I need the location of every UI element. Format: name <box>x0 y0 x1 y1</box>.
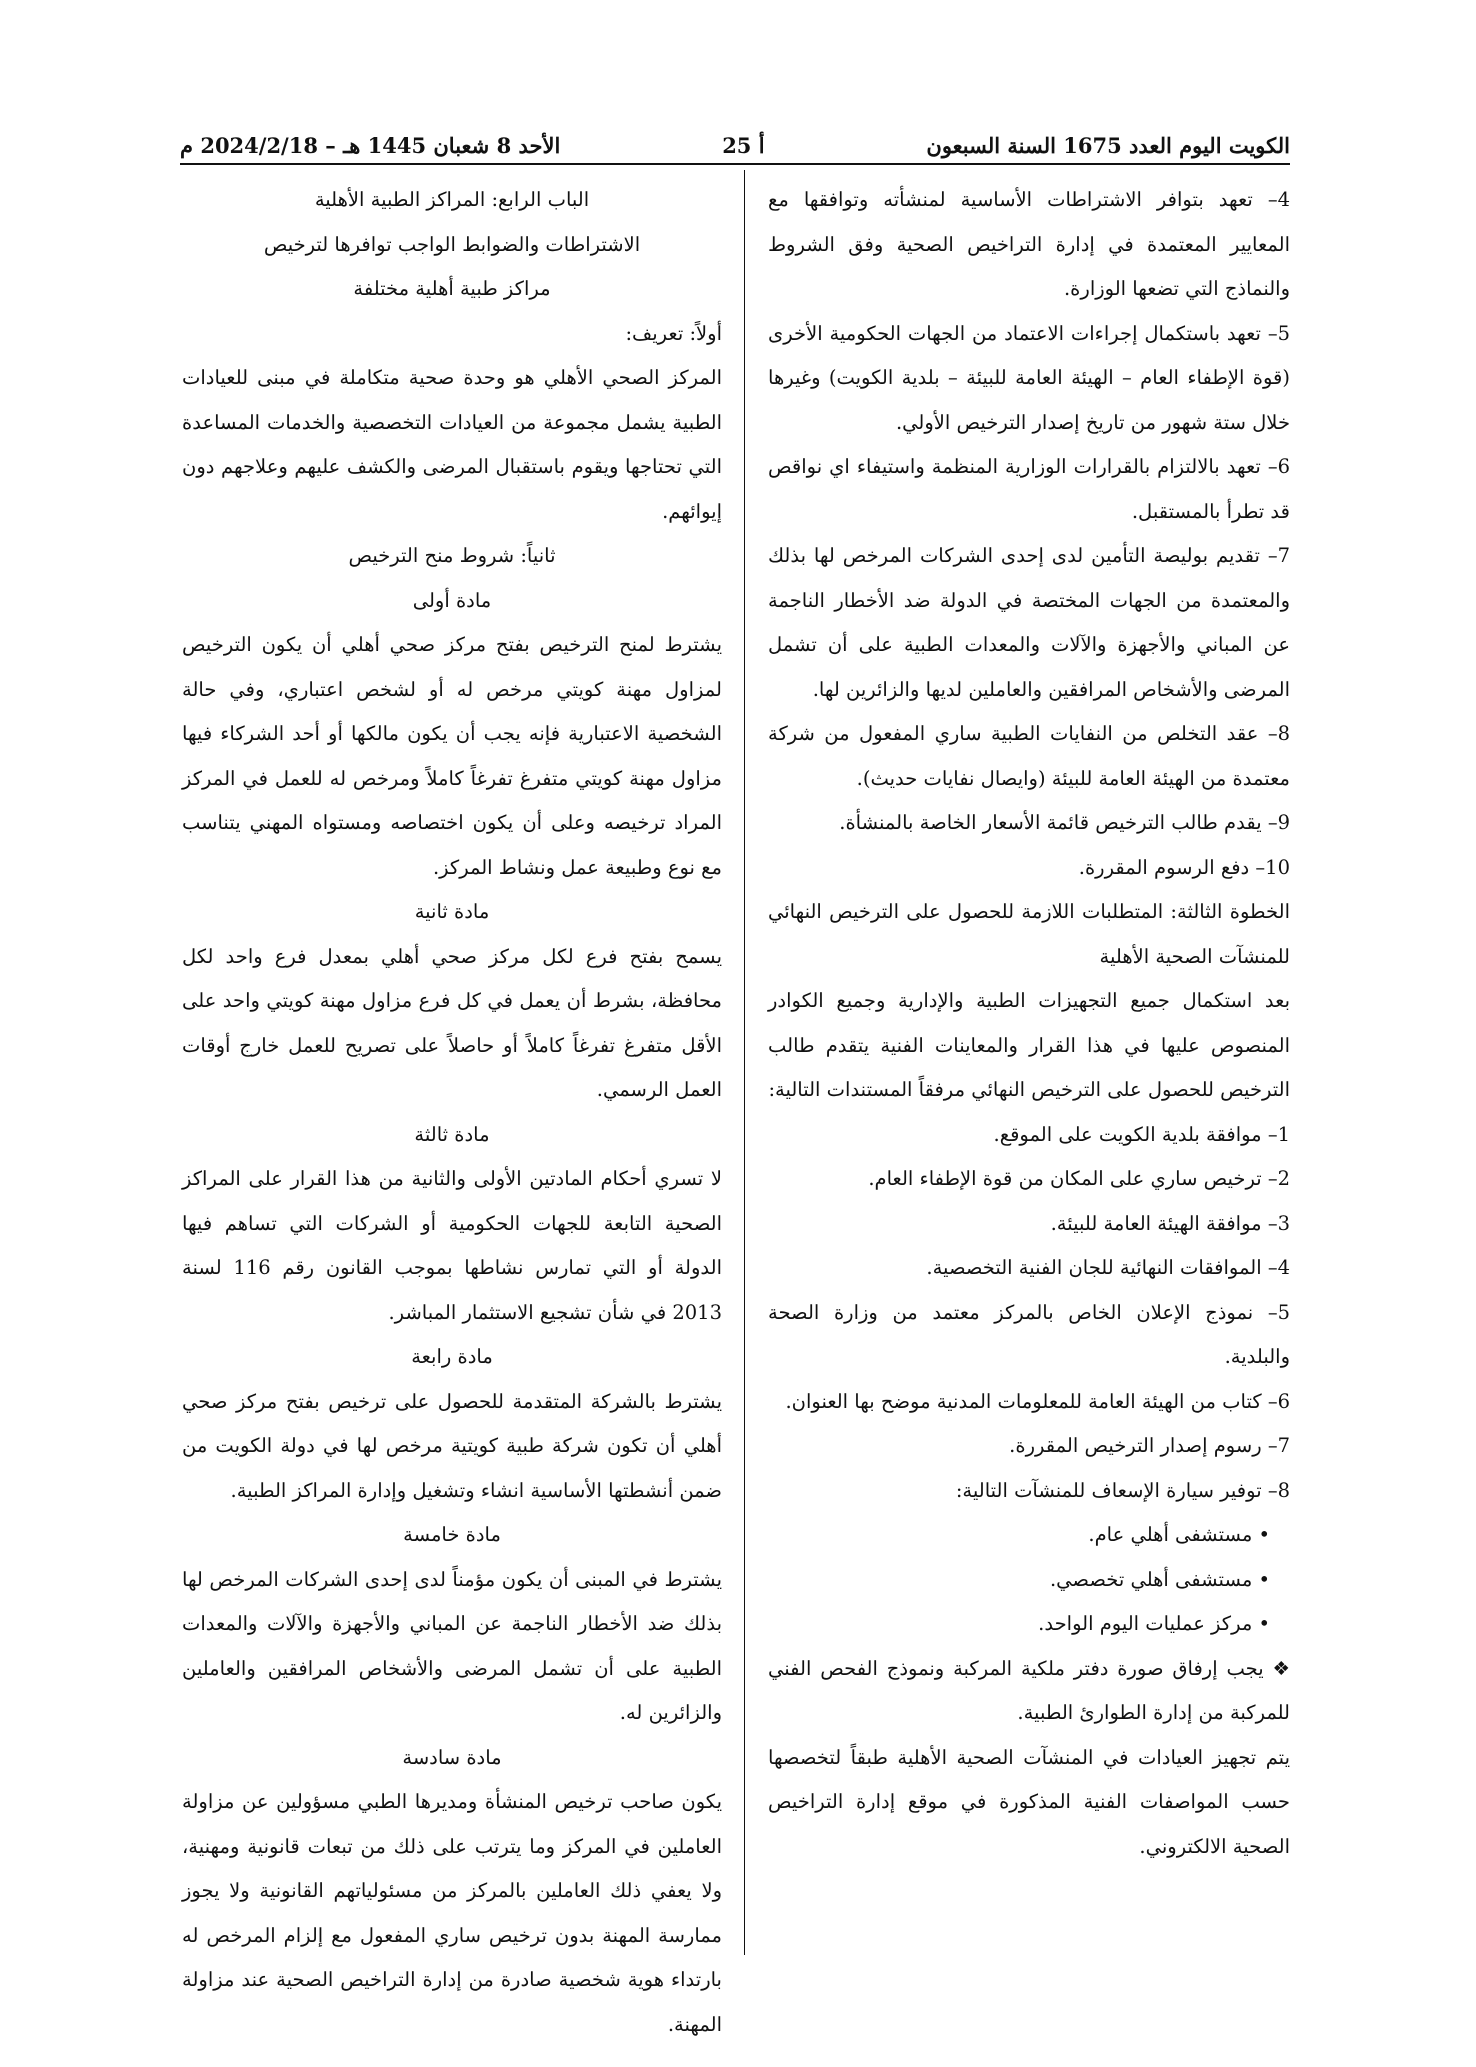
conditions-title: ثانياً: شروط منح الترخيص <box>348 544 556 567</box>
final-paragraph: يتم تجهيز العيادات في المنشآت الصحية الأهلية طبقاً لتخصصها حسب المواصفات الفنية المذكورة في موقع إدارة التراخيص الصحية الالكتروني. <box>768 1745 1290 1858</box>
definition-text: المركز الصحي الأهلي هو وحدة صحية متكاملة في مبنى للعيادات الطبية يشمل مجموعة من العيادات التخصصية والخدمات المساعدة التي تحتاجها ويقوم باستقبال المرضى والكشف عليهم وعلاجهم دون إيوائهم. <box>182 366 722 523</box>
item-7: 7– تقديم بوليصة التأمين لدى إحدى الشركات المرخص لها بذلك والمعتمدة من الجهات المختصة في الدولة ضد الأخطار الناجمة عن المباني والأجهزة والآلات والمعدات الطبية على أن تشمل المرضى والأشخاص المرافقين والعاملين لديها والزائرين لها. <box>768 544 1290 701</box>
article-6-title: مادة سادسة <box>402 1745 502 1769</box>
document-7: 7– رسوم إصدار الترخيص المقررة. <box>1009 1434 1290 1457</box>
document-1: 1– موافقة بلدية الكويت على الموقع. <box>993 1122 1290 1146</box>
bullet-1: • مستشفى أهلي عام. <box>1088 1523 1270 1546</box>
article-6-text: يكون صاحب ترخيص المنشأة ومديرها الطبي مسؤولين عن مزاولة العاملين في المركز وما يترتب على ذلك من تبعات قانونية ومهنية، ولا يعفي ذلك العاملين بالمركز من مسئولياتهم القانونية ولا يجوز ممارسة المهنة بدون ترخيص ساري المفعول مع إلزام المرخص له بارتداء هوية شخصية صادرة من إدارة التراخيص الصحية عند مزاولة المهنة. <box>182 1790 722 2036</box>
article-3-title: مادة ثالثة <box>414 1122 490 1146</box>
column-divider <box>744 170 745 1955</box>
chapter-subtitle-2: مراكز طبية أهلية مختلفة <box>353 277 551 300</box>
bullet-3: • مركز عمليات اليوم الواحد. <box>1038 1612 1270 1635</box>
item-4: 4– تعهد بتوافر الاشتراطات الأساسية لمنشأته وتوافقها مع المعايير المعتمدة في إدارة التراخيص الصحية وفق الشروط والنماذج التي تضعها الوزارة. <box>768 188 1290 300</box>
left-column <box>182 178 722 2047</box>
header-rule <box>180 163 1290 165</box>
article-3-text: لا تسري أحكام المادتين الأولى والثانية من هذا القرار على المراكز الصحية التابعة للجهات الحكومية أو الشركات التي تساهم فيها الدولة أو التي تمارس نشاطها بموجب القانون رقم 116 لسنة 2013 في شأن تشجيع الاستثمار المباشر. <box>182 1167 723 1324</box>
article-1-text: يشترط لمنح الترخيص بفتح مركز صحي أهلي أن يكون الترخيص لمزاول مهنة كويتي مرخص له أو لشخص اعتباري، وفي حالة الشخصية الاعتبارية فإنه يجب أن يكون مالكها أو أحد الشركاء فيها مزاول مهنة كويتي متفرغ تفرغاً كاملاً ومرخص له للعمل في المركز المراد ترخيصه وعلى أن يكون اختصاصه ومستواه المهني يتناسب مع نوع وطبيعة عمل ونشاط المركز. <box>182 633 722 879</box>
article-5-text: يشترط في المبنى أن يكون مؤمناً لدى إحدى الشركات المرخص لها بذلك ضد الأخطار الناجمة عن المباني والأجهزة والآلات والمعدات الطبية على أن تشمل المرضى والأشخاص المرافقين والعاملين والزائرين له. <box>182 1567 722 1724</box>
article-1-title: مادة أولى <box>412 588 492 612</box>
item-8: 8– عقد التخلص من النفايات الطبية ساري المفعول من شركة معتمدة من الهيئة العامة للبيئة (وايصال نفايات حديث). <box>768 722 1290 790</box>
document-5: 5– نموذج الإعلان الخاص بالمركز معتمد من وزارة الصحة والبلدية. <box>768 1300 1290 1368</box>
bullet-2: • مستشفى أهلي تخصصي. <box>1049 1567 1270 1591</box>
document-6: 6– كتاب من الهيئة العامة للمعلومات المدنية موضح بها العنوان. <box>785 1389 1290 1413</box>
step3-title: الخطوة الثالثة: المتطلبات اللازمة للحصول على الترخيص النهائي للمنشآت الصحية الأهلية <box>768 900 1290 968</box>
article-5-title: مادة خامسة <box>403 1523 501 1546</box>
document-2: 2– ترخيص ساري على المكان من قوة الإطفاء العام. <box>868 1167 1290 1190</box>
chapter-subtitle-1: الاشتراطات والضوابط الواجب توافرها لترخيص <box>263 232 641 256</box>
item-10: 10– دفع الرسوم المقررة. <box>1078 855 1290 879</box>
article-2-text: يسمح بفتح فرع لكل مركز صحي أهلي بمعدل فرع واحد لكل محافظة، بشرط أن يعمل في كل فرع مزاول مهنة كويتي واحد على الأقل متفرغ تفرغاً كاملاً أو حاصلاً على تصريح للعمل خارج أوقات العمل الرسمي. <box>182 944 722 1101</box>
definition-title: أولاً: تعريف: <box>625 321 722 345</box>
vehicle-note: ❖ يجب إرفاق صورة دفتر ملكية المركبة ونموذج الفحص الفني للمركبة من إدارة الطوارئ الطبية. <box>768 1656 1290 1724</box>
article-4-text: يشترط بالشركة المتقدمة للحصول على ترخيص بفتح مركز صحي أهلي أن تكون شركة طبية كويتية مرخص لها في دولة الكويت من ضمن أنشطتها الأساسية انشاء وتشغيل وإدارة المراكز الطبية. <box>182 1389 722 1502</box>
header-date: الأحد 8 شعبان 1445 هـ – 2024/2/18 م <box>180 133 561 158</box>
document-8: 8– توفير سيارة الإسعاف للمنشآت التالية: <box>955 1478 1290 1502</box>
right-column <box>768 178 1290 1869</box>
document-4: 4– الموافقات النهائية للجان الفنية التخصصية. <box>926 1256 1290 1279</box>
item-5: 5– تعهد باستكمال إجراءات الاعتماد من الجهات الحكومية الأخرى (قوة الإطفاء العام – الهيئة العامة للبيئة – بلدية الكويت) وغيرها خلال ستة شهور من تاريخ إصدار الترخيص الأولي. <box>768 321 1290 434</box>
header-page-number: أ 25 <box>722 133 765 158</box>
page-header <box>180 118 1290 158</box>
article-4-title: مادة رابعة <box>411 1345 493 1368</box>
step3-intro: بعد استكمال جميع التجهيزات الطبية والإدارية وجميع الكوادر المنصوص عليها في هذا القرار والمعاينات الفنية يتقدم طالب الترخيص للحصول على الترخيص النهائي مرفقاً المستندات التالية: <box>768 989 1290 1101</box>
article-2-title: مادة ثانية <box>414 900 490 923</box>
header-issue: الكويت اليوم العدد 1675 السنة السبعون <box>926 133 1290 158</box>
document-3: 3– موافقة الهيئة العامة للبيئة. <box>1050 1211 1290 1235</box>
item-6: 6– تعهد بالالتزام بالقرارات الوزارية المنظمة واستيفاء اي نواقص قد تطرأ بالمستقبل. <box>768 455 1290 523</box>
item-9: 9– يقدم طالب الترخيص قائمة الأسعار الخاصة بالمنشأة. <box>839 811 1290 834</box>
chapter-title: الباب الرابع: المراكز الطبية الأهلية <box>314 188 590 211</box>
